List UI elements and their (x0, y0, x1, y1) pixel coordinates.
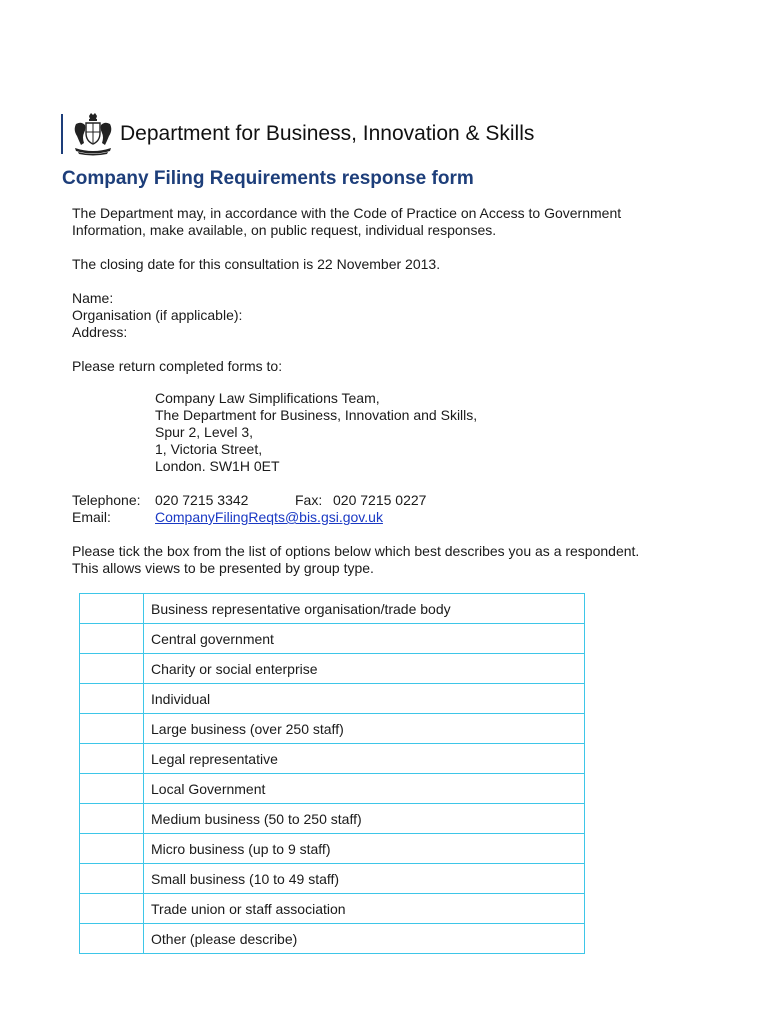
table-row (80, 684, 585, 714)
tick-instruction-line-2: This allows views to be presented by group type. (72, 560, 374, 576)
table-row (80, 594, 585, 624)
option-label: Central government (144, 624, 585, 654)
royal-coat-of-arms-icon (72, 112, 114, 156)
table-row (80, 744, 585, 774)
fax-label: Fax: (295, 492, 323, 508)
intro-text-line-1: The Department may, in accordance with the Code of Practice on Access to Government (72, 205, 622, 221)
table-row (80, 894, 585, 924)
tick-instruction-line-1: Please tick the box from the list of options below which best describes you as a respondent. (72, 543, 640, 559)
tick-box[interactable] (80, 894, 144, 924)
department-name: Department for Business, Innovation & Skills (120, 122, 535, 145)
logo-divider-bar (61, 114, 63, 154)
option-label: Individual (144, 684, 585, 714)
telephone-label: Telephone: (72, 492, 141, 508)
option-label: Medium business (50 to 250 staff) (144, 804, 585, 834)
table-row (80, 654, 585, 684)
tick-box[interactable] (80, 804, 144, 834)
respondent-type-table (79, 593, 585, 954)
option-label: Small business (10 to 49 staff) (144, 864, 585, 894)
option-label: Local Government (144, 774, 585, 804)
fax-value: 020 7215 0227 (333, 492, 427, 508)
organisation-label: Organisation (if applicable): (72, 307, 243, 323)
tick-box[interactable] (80, 834, 144, 864)
email-label: Email: (72, 509, 111, 525)
table-row (80, 624, 585, 654)
option-label: Business representative organisation/trade body (144, 594, 585, 624)
return-address-line: 1, Victoria Street, (155, 441, 263, 457)
page-title: Company Filing Requirements response form (62, 168, 474, 189)
closing-date-text: The closing date for this consultation is 22 November 2013. (72, 256, 441, 272)
table-row (80, 834, 585, 864)
return-address-line: London. SW1H 0ET (155, 458, 280, 474)
option-label: Trade union or staff association (144, 894, 585, 924)
tick-box[interactable] (80, 654, 144, 684)
return-instruction: Please return completed forms to: (72, 358, 283, 374)
intro-text-line-2: Information, make available, on public request, individual responses. (72, 222, 497, 238)
tick-box[interactable] (80, 864, 144, 894)
return-address-line: Company Law Simplifications Team, (155, 390, 380, 406)
address-label: Address: (72, 324, 128, 340)
tick-box[interactable] (80, 624, 144, 654)
tick-box[interactable] (80, 684, 144, 714)
table-row (80, 864, 585, 894)
tick-box[interactable] (80, 744, 144, 774)
tick-box[interactable] (80, 924, 144, 954)
table-row (80, 804, 585, 834)
tick-box[interactable] (80, 714, 144, 744)
option-label: Micro business (up to 9 staff) (144, 834, 585, 864)
option-label: Other (please describe) (144, 924, 585, 954)
tick-box[interactable] (80, 594, 144, 624)
name-label: Name: (72, 290, 114, 306)
option-label: Large business (over 250 staff) (144, 714, 585, 744)
table-row (80, 924, 585, 954)
option-label: Charity or social enterprise (144, 654, 585, 684)
return-address-line: The Department for Business, Innovation and Skills, (155, 407, 478, 423)
tick-box[interactable] (80, 774, 144, 804)
return-address-line: Spur 2, Level 3, (155, 424, 254, 440)
table-row (80, 714, 585, 744)
email-link[interactable]: CompanyFilingReqts@bis.gsi.gov.uk (155, 509, 383, 525)
option-label: Legal representative (144, 744, 585, 774)
table-row (80, 774, 585, 804)
telephone-value: 020 7215 3342 (155, 492, 249, 508)
